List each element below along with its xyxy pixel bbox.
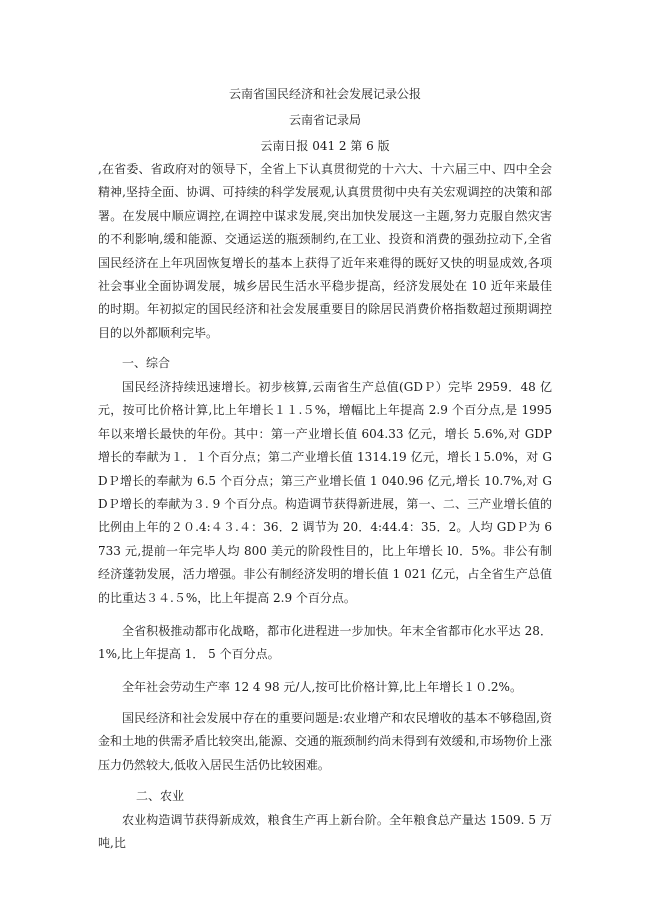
paragraph-urbanization: 全省积极推动都市化战略，都市化进程进一步加快。年末全省都市化水平达 28．1%,比上年提高 1． 5 个百分点。: [98, 624, 552, 662]
document-title: 云南省国民经济和社会发展记录公报: [228, 87, 421, 101]
paragraph-labor-productivity: 全年社会劳动生产率 12 4 98 元/人,按可比价格计算,比上年增长１０.2%。: [122, 680, 522, 694]
paragraph-problems: 国民经济和社会发展中存在的重要问题是:农业增产和农民增收的基本不够稳固,资金和土地的供需矛盾比较突出,能源、交通的瓶颈制约尚未得到有效缓和,市场物价上涨压力仍然较大,低收入居民生活仍比较困难。: [98, 711, 552, 772]
intro-paragraph: ,在省委、省政府对的领导下，全省上下认真贯彻党的十六大、十六届三中、四中全会精神,坚持全面、协调、可持续的科学发展观,认真贯贯彻中央有关宏观调控的决策和部署。在发展中顺应调控,在调控中谋求发展,突出加快发展这一主题,努力克服自然灾害的不利影响,缓和能源、交通运送的瓶颈制约,在工业、投资和消费的强劲拉动下,全省国民经济在上年巩固恢复增长的基本上获得了近年来难得的既好又快的明显成效,各项社会事业全面协调发展，城乡居民生活水平稳步提高，经济发展处在 10 近年来最佳的时期。年初拟定的国民经济和社会发展重要目的除居民消费价格指数超过预期调控目的以外都顺利完毕。: [98, 162, 552, 340]
paragraph-gdp: 国民经济持续迅速增长。初步核算,云南省生产总值(GDＰ）完毕 2959．48 亿元，按可比价格计算,比上年增长１１.５%，增幅比上年提高 2.9 个百分点,是 1995 年以来增长最快的年份。其中：第一产业增长值 604.33 亿元，增长 5.6%,对 GDP 增长的奉献为１．１个百分点；第二产业增长值 1314.19 亿元，增长１5.0%，对 GDＰ增长的奉献为 6.5 个百分点；第三产业增长值 1 040.96 亿元,增长 10.7%,对 GDＰ增长的奉献为３. 9 个百分点。构造调节获得新进展，第一、二、三产业增长值的比例由上年的２０.4:４３.４：36．2 调节为 20．4:44.4：35．2。人均 GDＰ为 6733 元,提前一年完毕人均 800 美元的阶段性目的，比上年增长 l0．5%。非公有制经济蓬勃发展，活力增强。非公有制经济发明的增长值 1 021 亿元，占全省生产总值的比重达３４.５%，比上年提高 2.9 个百分点。: [98, 380, 552, 605]
document-source: 云南日报 041 2 第 6 版: [260, 139, 390, 153]
section-heading-overview: 一、综合: [122, 356, 171, 370]
paragraph-agriculture: 农业构造调节获得新成效，粮食生产再上新台阶。全年粮食总产量达 1509. 5 万吨,比: [98, 813, 552, 851]
document-issuer: 云南省记录局: [288, 113, 361, 127]
section-heading-agriculture: 二、农业: [136, 789, 185, 803]
